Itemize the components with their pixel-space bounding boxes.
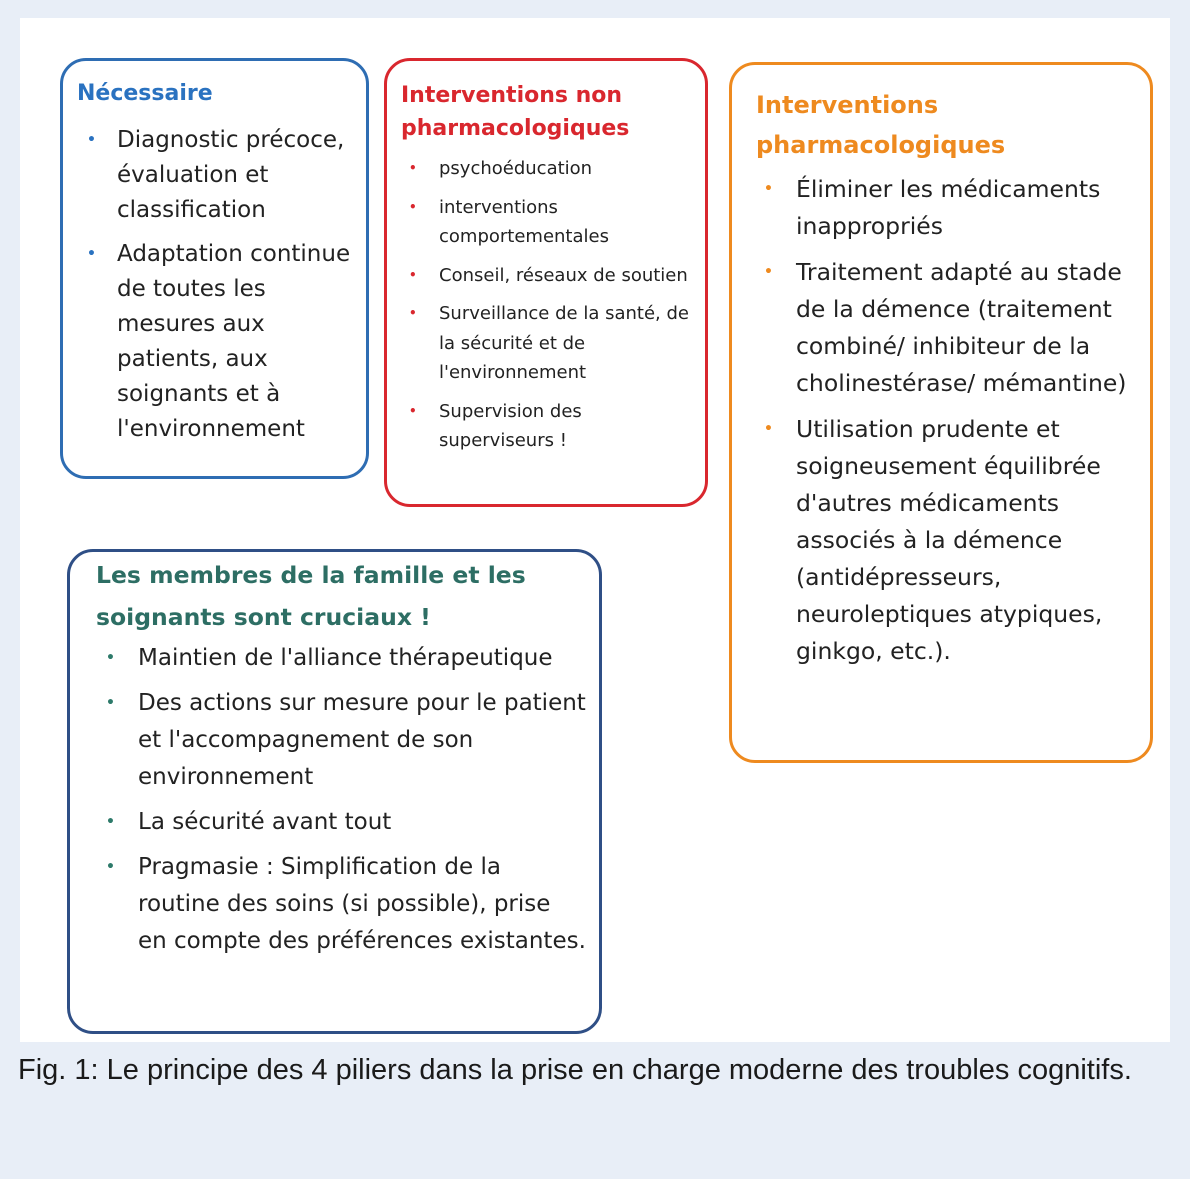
bullet-icon: • <box>87 246 96 262</box>
pharma-box <box>729 62 1153 763</box>
necessaire-title: Nécessaire <box>77 81 213 106</box>
bullet-icon: • <box>106 859 115 875</box>
list-item: • interventions comportementales <box>409 193 699 252</box>
list-item: • Des actions sur mesure pour le patient et l'accompagnement de son environnement <box>106 685 586 796</box>
bullet-icon: • <box>409 306 417 320</box>
bullet-icon: • <box>106 650 115 666</box>
bullet-icon: • <box>106 814 115 830</box>
famille-title: Les membres de la famille et les soignants sont cruciaux ! <box>96 561 526 631</box>
bullet-icon: • <box>409 267 417 282</box>
bullet-icon: • <box>409 161 417 175</box>
list-item: • Pragmasie : Simplification de la routine des soins (si possible), prise en compte des préférences existantes. <box>106 849 586 960</box>
list-item: • Éliminer les médicaments inappropriés <box>764 171 1144 245</box>
figure-caption: Fig. 1: Le principe des 4 piliers dans la prise en charge moderne des troubles cognitifs. <box>18 1054 1132 1086</box>
bullet-icon: • <box>409 199 417 214</box>
list-item: • Surveillance de la santé, de la sécurité et de l'environnement <box>409 299 699 388</box>
bullet-icon: • <box>87 132 96 148</box>
list-item: • psychoéducation <box>409 154 699 184</box>
famille-list <box>106 640 586 968</box>
bullet-icon: • <box>409 403 417 418</box>
list-item: • Traitement adapté au stade de la démence (traitement combiné/ inhibiteur de la cholinestérase/ mémantine) <box>764 254 1144 402</box>
non-pharma-list <box>409 154 699 465</box>
necessaire-list <box>87 123 359 456</box>
figure-panel <box>20 18 1170 1042</box>
necessaire-box <box>60 58 369 479</box>
list-item: • La sécurité avant tout <box>106 804 586 841</box>
list-item: • Conseil, réseaux de soutien <box>409 261 699 291</box>
bullet-icon: • <box>764 421 773 437</box>
non-pharma-box <box>384 58 708 507</box>
list-item: • Supervision des superviseurs ! <box>409 397 699 456</box>
bullet-icon: • <box>764 181 773 197</box>
famille-box <box>67 549 602 1034</box>
non-pharma-title: Interventions non pharmacologiques <box>401 83 630 141</box>
list-item: • Utilisation prudente et soigneusement équilibrée d'autres médicaments associés à la démence (antidépresseurs, neuroleptiques atypiques, ginkgo, etc.). <box>764 411 1144 670</box>
list-item: • Diagnostic précoce, évaluation et classification <box>87 123 359 228</box>
list-item: • Maintien de l'alliance thérapeutique <box>106 640 586 677</box>
pharma-title: Interventions pharmacologiques <box>756 91 1006 159</box>
pharma-list <box>764 171 1144 679</box>
bullet-icon: • <box>106 695 115 711</box>
list-item: • Adaptation continue de toutes les mesures aux patients, aux soignants et à l'environnement <box>87 237 359 447</box>
bullet-icon: • <box>764 264 773 280</box>
